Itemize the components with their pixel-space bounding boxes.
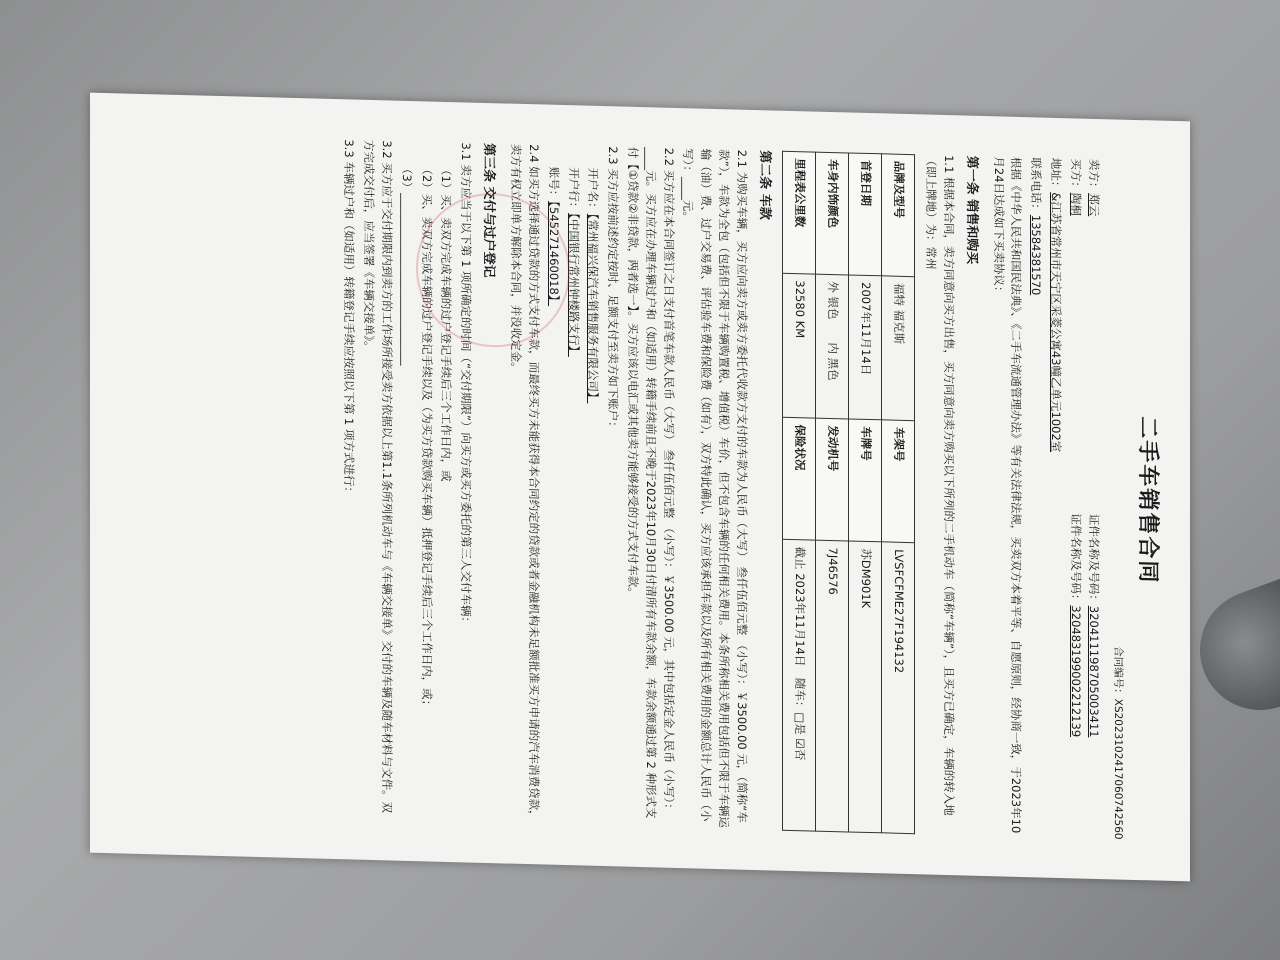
phone-label: 联系电话： <box>1029 157 1044 216</box>
table-row <box>783 151 816 831</box>
buyer-id-label: 证件名称及号码： <box>1068 513 1083 606</box>
address-label: 地址： <box>1049 157 1064 193</box>
account-no-label: 账号： <box>546 166 561 202</box>
article2-clause3: 2.3 买方应按前述约定按时、足额支付至卖方如下账户： <box>606 146 621 433</box>
article2-clause1: 2.1 为购买车辆，买方应向卖方或卖方委托代收款方支付的车款为人民币（大写） 叁仟伍佰元整 （小写）：￥3500.00 元，（简称“车款”），车款为全包（包括但不限于车辆购置税、增值税）车价，但不包含车辆的任何相关费用。本条所称相关费用包括但不限于车辆运输（油）费、过户交易费、评估验车费和保险费（如有），双方特此确认，买方应该承担车款以及所有相关费用的金额总计人民币（小写）：____元。 <box>681 148 749 829</box>
table-row <box>816 152 849 832</box>
vin-value: LVSFCFME27F194132 <box>882 542 915 833</box>
article3-option3: （3）______________________________ <box>399 162 414 366</box>
bank-label: 开户行： <box>566 167 581 214</box>
vehicle-table <box>782 151 915 834</box>
article1-clause1: 1.1 根据本合同，卖方同意向买方出售，买方同意向卖方购买以下所列的二手机动车（简称“车辆”），且买方已确定，车辆的转入地（即上牌地）为：常州 <box>923 154 956 816</box>
contract-number: 合同编号：XS2023102417060742560 <box>1111 646 1124 840</box>
seller-label: 卖方： <box>1086 158 1101 194</box>
seller-id-label: 证件名称及号码： <box>1086 513 1101 607</box>
article2-clause2: 2.2 买方应在本合同签订之日支付首笔车款人民币（大写） 叁仟伍佰元整 （小写）：￥3500.00 元，其中包括定金人民币（小写）：____元。买方应在办理车辆过户和（如适用）转籍手续前且不晚于2023年10月30日付清所有车款余额，车款余额通过第 2 种形式支付【①贷款②非贷款，两者选一】。买方应该以电汇或其他卖方能够接受的方式支付车款。 <box>625 146 676 819</box>
article3-clause3: 3.3 车辆过户和（如适用）转籍登记手续应按照以下第 1 项方式进行： <box>342 139 357 499</box>
buyer-name: 陶桐 <box>1068 192 1083 217</box>
seller-id: 320411198705003411 <box>1086 605 1101 738</box>
buyer-label: 买方： <box>1068 158 1083 194</box>
article3-clause1: 3.1 卖方应当于以下第 1 项所确定的时间（“交付期限”）向买方或买方委托的第三人交付车辆： <box>459 142 474 629</box>
engine-label: 发动机号 <box>816 418 849 541</box>
account-name-label: 开户名： <box>586 167 601 214</box>
account-name-value: 【常州福兴保汽车销售服务有限公司】 <box>586 213 601 404</box>
contract-title: 二手车销售合同 <box>1135 415 1160 585</box>
preamble: 根据《中华人民共和国民法典》、《二手车流通管理办法》等有关法律法规，买卖双方本着平等、自愿原则，经协商一致，于2023年10月24日达成如下买卖协议： <box>991 156 1024 834</box>
bank-value: 【中国银行常州钟楼路支行】 <box>566 213 581 358</box>
address-value: &江苏省常州市天宁区采菱公寓43幢乙单元1002室 <box>1049 192 1064 453</box>
plate-label: 车牌号 <box>849 419 882 542</box>
bank-line <box>564 145 582 825</box>
article2-clause4: 2.4 如买方选择通过贷款的方式支付车款，而最终买方未能获得本合同约定的贷款或者金融机构未足额批准买方申请的汽车消费贷款，卖方有权立即单方解除本合同，并没收定金。 <box>509 143 541 822</box>
brand-label: 品牌及型号 <box>882 154 915 277</box>
table-row <box>882 154 915 834</box>
article3-option2: （2）买、卖双方完成车辆的过户登记手续以及（为买方贷款购买车辆）抵押登记手续后三个工作日内，或； <box>419 163 434 712</box>
reg-value: 2007年11月14日 <box>849 275 882 420</box>
buyer-row <box>1066 158 1084 838</box>
reg-label: 首登日期 <box>849 153 882 276</box>
color-value: 外 银色 内 黑色 <box>816 274 849 419</box>
buyer-address <box>1046 158 1064 838</box>
article3-clause2: 3.2 买方应于交付期限内到卖方的工作场所接受卖方依据以上第1.1条所列机动车与《车辆交接单》交付的车辆及随车材料与文件。双方完成交付后，应当签署《车辆交接单》。 <box>362 139 394 814</box>
brand-value: 福特 福克斯 <box>882 276 915 421</box>
buyer-id: 320483199002212139 <box>1068 605 1083 738</box>
pen-object <box>1183 573 1280 727</box>
insurance-label: 保险状况 <box>783 417 816 540</box>
article3-option1: （1）买、卖双方完成车辆的过户登记手续后三个工作日内，或 <box>439 163 454 482</box>
color-label: 车身内饰颜色 <box>816 152 849 275</box>
mileage-value: 32580 KM <box>783 273 816 418</box>
buyer-phone <box>1026 157 1044 837</box>
article2-title: 第二条 车款 <box>757 150 772 220</box>
article3-title: 第三条 交付与过户登记 <box>481 142 497 278</box>
plate-value: 苏DM901K <box>849 541 882 832</box>
seller-row <box>1084 159 1102 839</box>
article1-title: 第一条 销售和购买 <box>963 155 979 265</box>
table-row <box>849 153 882 833</box>
contract-sheet <box>90 93 1190 882</box>
seller-name: 郑云 <box>1086 193 1101 217</box>
account-name-line <box>584 146 602 826</box>
engine-value: 7J46576 <box>816 541 849 832</box>
mileage-label: 里程表公里数 <box>783 151 816 274</box>
vin-label: 车架号 <box>882 420 915 543</box>
insurance-value: 截止 2023年11月14日 随车：□是 ☑否 <box>783 540 816 831</box>
account-no-value: 【545271460018】 <box>546 201 561 307</box>
phone-value: 13584381570 <box>1029 214 1044 296</box>
